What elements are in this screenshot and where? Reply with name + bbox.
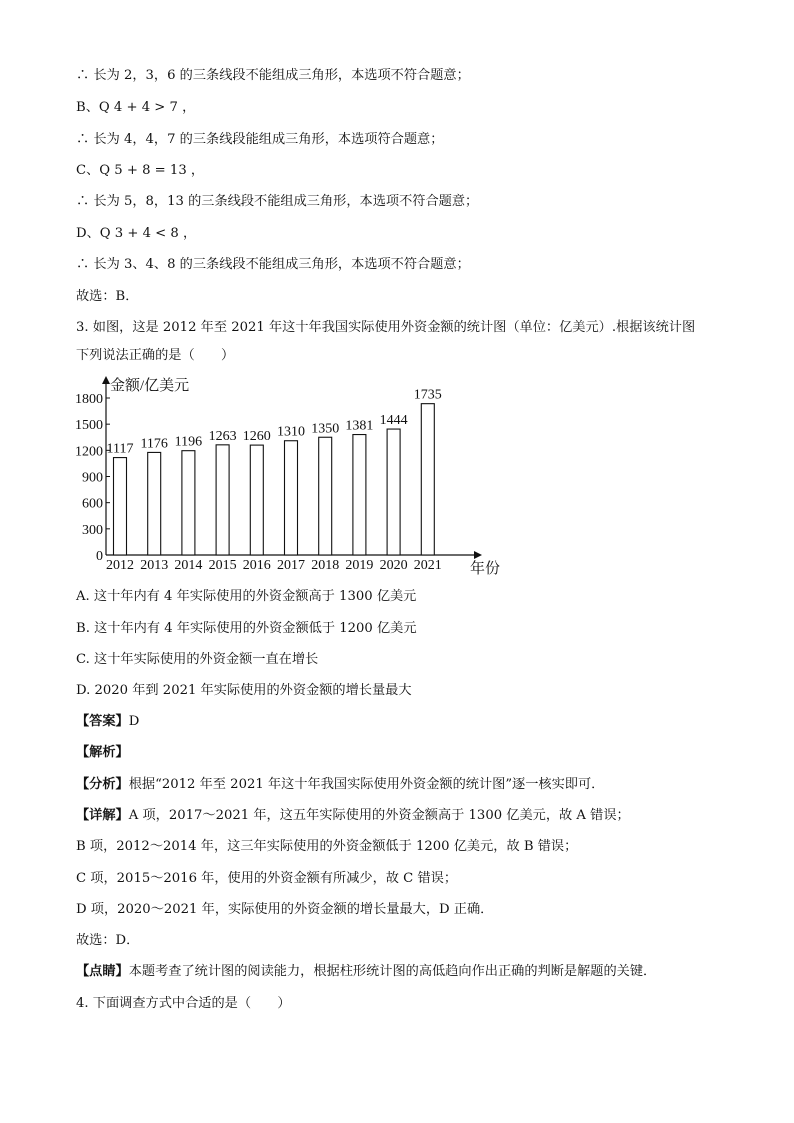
detail-line: B 项，2012～2014 年，这三年实际使用的外资金额低于 1200 亿美元，故 B 错误； [76, 839, 578, 854]
bar [182, 451, 195, 555]
dianjing-text: 本题考查了统计图的阅读能力，根据柱形统计图的高低趋向作出正确的判断是解题的关键． [128, 964, 657, 979]
data-label: 1260 [242, 429, 271, 445]
bar [148, 452, 161, 555]
data-label: 1381 [345, 418, 374, 434]
y-tick-label: 0 [96, 549, 103, 564]
detail-line: D 项，2020～2021 年，实际使用的外资金额的增长量最大，D 正确． [76, 902, 494, 917]
text-line: ∴ 长为 3、4、8 的三条线段不能组成三角形，本选项不符合题意； [76, 257, 470, 272]
fenxi-row [76, 776, 604, 794]
data-label: 1350 [311, 421, 340, 437]
data-label: 1444 [379, 413, 408, 429]
bar [319, 437, 332, 555]
text-line: B、Q 4 + 4 > 7 ， [76, 100, 196, 115]
detail-line: C 项，2015～2016 年，使用的外资金额有所减少，故 C 错误； [76, 871, 458, 886]
bar [353, 435, 366, 555]
x-tick-label: 2018 [311, 558, 340, 573]
option-a: A. 这十年内有 4 年实际使用的外资金额高于 1300 亿美元 [76, 589, 417, 604]
text-line: 故选：B． [76, 289, 139, 304]
fenxi-text: 根据“2012 年至 2021 年这十年我国实际使用外资金额的统计图”逐一核实即可． [128, 777, 605, 792]
text-line: ∴ 长为 5，8，13 的三条线段不能组成三角形，本选项不符合题意； [76, 194, 479, 209]
answer-label: 【答案】 [76, 714, 129, 729]
bar [250, 445, 263, 555]
x-tick-label: 2020 [379, 558, 408, 573]
text-line: C、Q 5 + 8 = 13 ， [76, 163, 205, 178]
answer-value: D [128, 714, 140, 729]
y-tick-label: 1200 [75, 444, 103, 460]
y-tick-label: 900 [82, 470, 103, 486]
x-tick-label: 2014 [174, 558, 203, 573]
x-axis-label: 年份 [470, 561, 501, 577]
dianjing-label: 【点睛】 [76, 964, 129, 979]
x-tick-label: 2017 [277, 558, 305, 573]
option-c: C. 这十年实际使用的外资金额一直在增长 [76, 652, 319, 667]
question-4-stem: 4. 下面调查方式中合适的是（ ） [76, 996, 291, 1011]
y-tick-label: 600 [82, 496, 103, 512]
dianjing-row [76, 963, 656, 981]
fenxi-label: 【分析】 [76, 777, 129, 792]
x-tick-label: 2012 [106, 558, 134, 573]
y-tick-label: 1800 [75, 392, 103, 407]
xiangjie-label: 【详解】 [76, 808, 129, 823]
bar [421, 404, 434, 555]
detail-line: 故选：D． [76, 933, 140, 948]
text-line: D、Q 3 + 4 < 8 ， [76, 226, 197, 241]
xiangjie-row [76, 807, 630, 825]
bar [114, 458, 127, 555]
question-3-stem-cont: 下列说法正确的是（ ） [76, 348, 235, 363]
x-tick-label: 2015 [208, 558, 237, 573]
option-d: D. 2020 年到 2021 年实际使用的外资金额的增长量最大 [76, 683, 412, 698]
data-label: 1176 [140, 436, 168, 452]
data-label: 1310 [277, 424, 305, 440]
bar [216, 445, 229, 555]
analysis-heading [76, 744, 129, 762]
y-tick-label: 1500 [75, 418, 103, 434]
text-line: ∴ 长为 2，3，6 的三条线段不能组成三角形，本选项不符合题意； [76, 68, 470, 83]
bar [387, 429, 400, 555]
data-label: 1117 [106, 441, 134, 457]
data-label: 1735 [413, 387, 442, 403]
answer-row [76, 713, 139, 731]
analysis-label: 【解析】 [76, 745, 129, 760]
xiangjie-text: A 项，2017～2021 年，这五年实际使用的外资金额高于 1300 亿美元，故 A 错误； [128, 808, 630, 823]
question-3-stem: 3. 如图，这是 2012 年至 2021 年这十年我国实际使用外资金额的统计图（单位：亿美元）.根据该统计图 [76, 320, 696, 335]
x-tick-label: 2016 [242, 558, 271, 573]
option-b: B. 这十年内有 4 年实际使用的外资金额低于 1200 亿美元 [76, 621, 417, 636]
y-axis-label: 金额/亿美元 [110, 378, 190, 394]
x-tick-label: 2013 [140, 558, 169, 573]
y-tick-label: 300 [82, 522, 103, 538]
x-tick-label: 2021 [413, 558, 442, 573]
text-line: ∴ 长为 4，4，7 的三条线段能组成三角形，本选项符合题意； [76, 132, 444, 147]
data-label: 1263 [208, 428, 237, 444]
bar [285, 441, 298, 555]
x-tick-label: 2019 [345, 558, 374, 573]
data-label: 1196 [174, 434, 203, 450]
